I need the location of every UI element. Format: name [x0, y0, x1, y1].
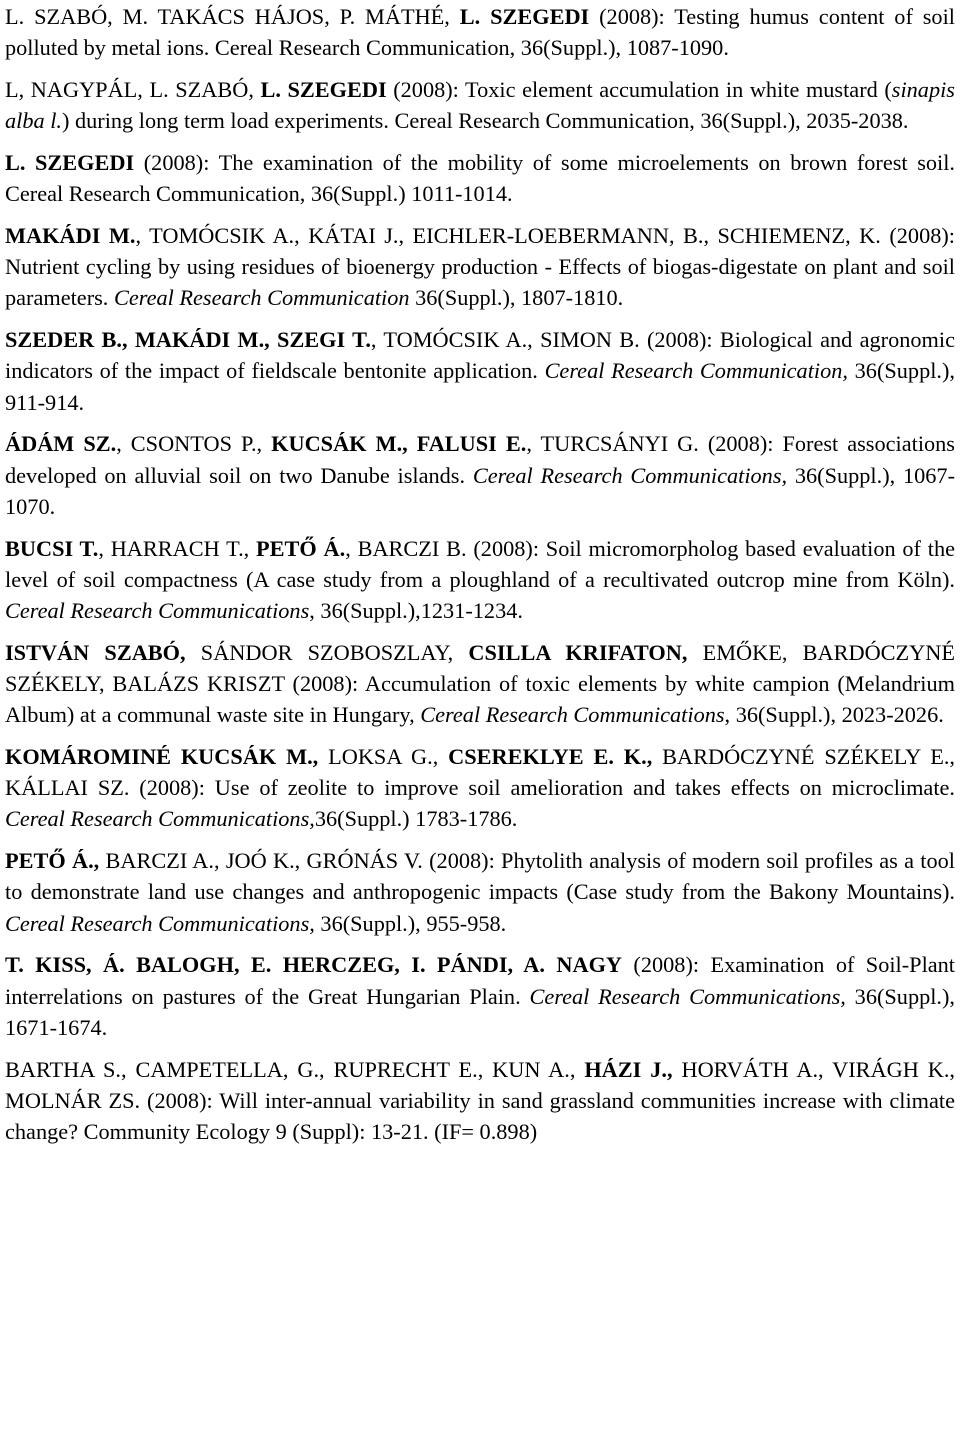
reference-author-bold: HÁZI J., [584, 1056, 673, 1082]
reference-author-bold: L. SZEGEDI [260, 77, 387, 102]
reference-text: , BARCZI B. (2008): Soil micromorpholog based evaluation of the level of soil compactness (A case study from a ploughland of a recultivated outcrop mine from Köln). [5, 535, 956, 592]
reference-author-bold: MAKÁDI M. [5, 223, 136, 248]
reference-author-bold: L. SZEGEDI [5, 150, 135, 175]
reference-text: BARDÓCZYNÉ SZÉKELY E., KÁLLAI SZ. (2008): Use of zeolite to improve soil amelioration and takes effects on microclimate. [5, 744, 955, 801]
reference-text: 36(Suppl.), 1067- 1070. [5, 462, 955, 519]
reference-entry [5, 220, 955, 314]
reference-text: (2008): Toxic element accumulation in white mustard ( [386, 77, 892, 102]
reference-journal-italic: Cereal Research Communications, [472, 462, 788, 488]
reference-text: L. SZABÓ, M. TAKÁCS HÁJOS, P. MÁTHÉ, [5, 4, 460, 29]
reference-entry [5, 428, 955, 522]
reference-text: , TOMÓCSIK A., SIMON B. (2008): Biological and agronomic indicators of the impact of fieldscale bentonite application. [5, 327, 955, 384]
reference-text: SÁNDOR SZOBOSZLAY, [185, 639, 469, 665]
reference-author-bold: ISTVÁN SZABÓ, [5, 639, 186, 665]
reference-text: 36(Suppl.), 1807-1810. [409, 285, 624, 311]
reference-author-bold: SZEDER B., MAKÁDI M., SZEGI T. [5, 327, 371, 353]
reference-author-bold: PETŐ Á., [5, 848, 100, 874]
reference-text: , TOMÓCSIK A., KÁTAI J., EICHLER-LOEBERMANN, B., SCHIEMENZ, K. (2008): Nutrient cycling by using residues of bioenergy production - Effects of biogas-digestate on plant and soil parameters. [5, 223, 955, 311]
reference-text: (2008): Testing humus content of soil polluted by metal ions. Cereal Research Communication, 36(Suppl.), 1087-1090. [5, 4, 955, 61]
reference-author-bold: ÁDÁM SZ. [5, 431, 117, 457]
reference-author-bold: L. SZEGEDI [459, 4, 590, 29]
reference-text: , HARRACH T., [98, 535, 257, 561]
reference-text: 36(Suppl.) 1783-1786. [314, 806, 518, 832]
reference-text: HORVÁTH A., VIRÁGH K., MOLNÁR ZS. (2008): Will inter-annual variability in sand grassland communities increase with climate change? Community Ecology 9 (Suppl): 13-21. (IF= 0.898) [5, 1056, 956, 1145]
reference-text: 36(Suppl.), 1671-1674. [5, 983, 956, 1040]
reference-text: ) during long term load experiments. Cereal Research Communication, 36(Suppl.), 2035-2038. [61, 108, 909, 134]
reference-journal-italic: Cereal Research Communication [113, 285, 410, 311]
reference-entry [5, 845, 955, 939]
reference-journal-italic: Cereal Research Communications, [5, 910, 315, 936]
reference-text: , CSONTOS P., [116, 431, 272, 457]
reference-entry [5, 949, 955, 1043]
reference-author-bold: BUCSI T. [5, 535, 99, 561]
reference-entry [5, 741, 955, 835]
reference-entry [5, 533, 955, 627]
reference-author-bold: KUCSÁK M., FALUSI E. [271, 431, 527, 457]
reference-text: (2008): Examination of Soil-Plant interrelations on pastures of the Great Hungarian Plain. [5, 952, 955, 1009]
reference-text: (2008): The examination of the mobility of some microelements on brown forest soil. Cereal Research Communication, 36(Suppl.) 1011-1014. [5, 150, 955, 207]
reference-author-bold: CSILLA KRIFATON, [468, 639, 688, 665]
reference-journal-italic: Cereal Research Communications, [529, 983, 846, 1009]
reference-entry [5, 1, 955, 63]
reference-journal-italic: Cereal Research Communication, [544, 358, 848, 384]
reference-text: BARTHA S., CAMPETELLA, G., RUPRECHT E., KUN A., [5, 1056, 585, 1082]
reference-journal-italic: Cereal Research Communications, [5, 806, 315, 832]
reference-text: L, NAGYPÁL, L. SZABÓ, [5, 77, 261, 102]
reference-entry [5, 1054, 955, 1148]
reference-author-bold: PETŐ Á. [256, 535, 346, 561]
reference-author-bold: KOMÁROMINÉ KUCSÁK M., [5, 744, 319, 770]
reference-text: BARCZI A., JOÓ K., GRÓNÁS V. (2008): Phytolith analysis of modern soil profiles as a tool to demonstrate land use changes and anthropogenic impacts (Case study from the Bakony Mountains). [5, 848, 955, 905]
reference-text: LOKSA G., [318, 744, 449, 770]
reference-entry [5, 637, 955, 731]
reference-entry [5, 74, 955, 136]
reference-text: EMŐKE, BARDÓCZYNÉ SZÉKELY, BALÁZS KRISZT (2008): Accumulation of toxic elements by white campion (Melandrium Album) at a communal waste site in Hungary, [5, 639, 955, 728]
reference-text: , 36(Suppl.), 2023-2026. [724, 702, 944, 728]
reference-text: , TURCSÁNYI G. (2008): Forest associations developed on alluvial soil on two Danube islands. [5, 431, 955, 488]
reference-author-bold: T. KISS, Á. BALOGH, E. HERCZEG, I. PÁNDI, A. NAGY [5, 952, 623, 978]
reference-text: 36(Suppl.), 911-914. [5, 358, 955, 415]
reference-text: , 36(Suppl.),1231-1234. [309, 598, 523, 624]
reference-journal-italic: Cereal Research Communications [5, 598, 310, 624]
reference-journal-italic: Cereal Research Communications [420, 702, 725, 728]
reference-author-bold: CSEREKLYE E. K., [448, 744, 653, 770]
reference-text: 36(Suppl.), 955-958. [314, 910, 507, 936]
reference-entry [5, 324, 955, 418]
reference-species-italic: sinapis alba l. [5, 77, 955, 134]
reference-entry [5, 147, 955, 209]
